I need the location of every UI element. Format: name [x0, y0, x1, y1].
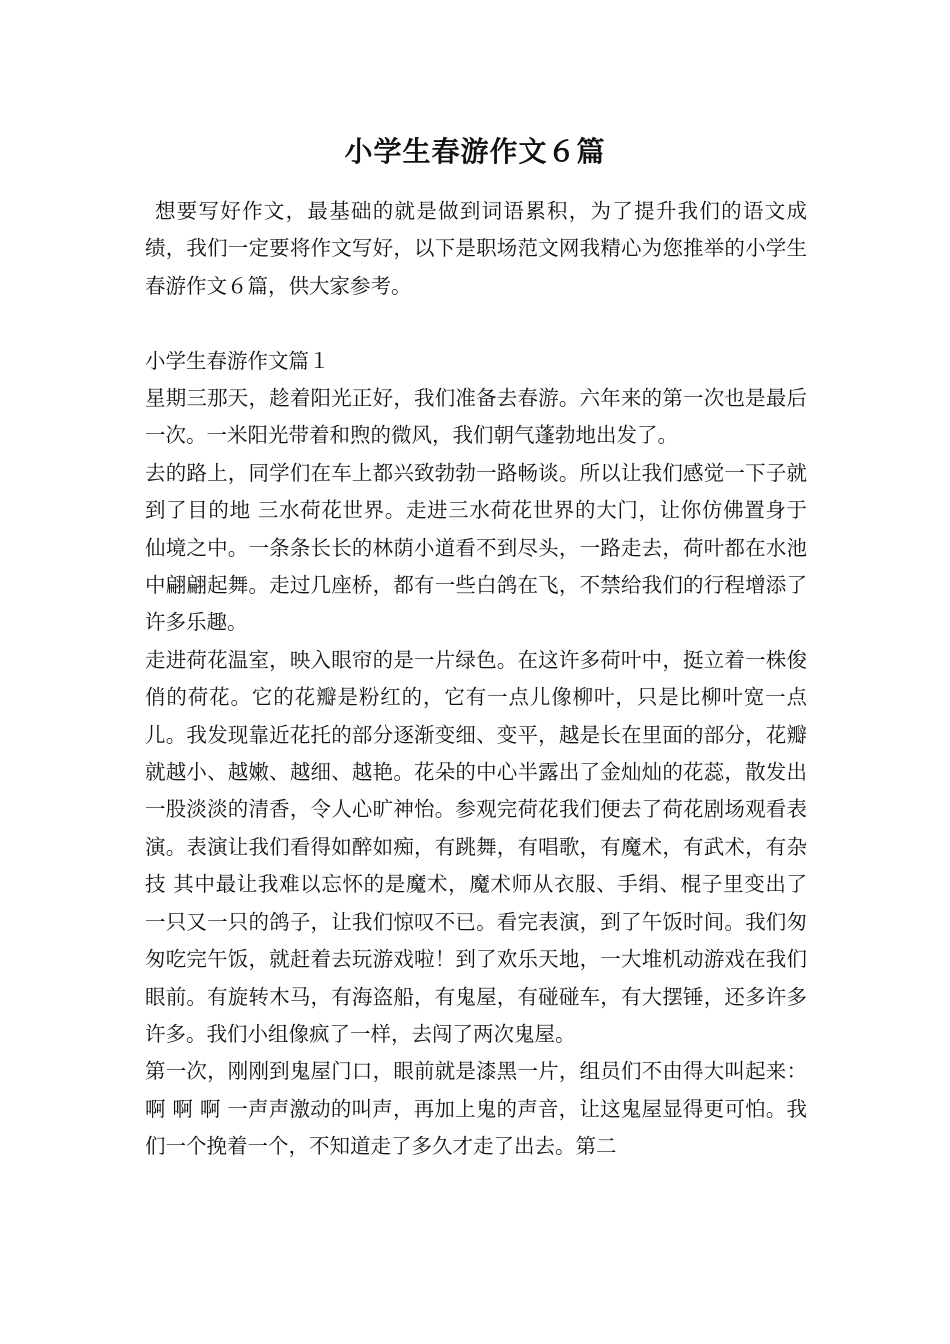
body-paragraph-4: 第一次，刚刚到鬼屋门口，眼前就是漆黑一片，组员们不由得大叫起来：啊 啊 啊 一声声激动的叫声，再加上鬼的声音，让这鬼屋显得更可怕。我们一个挽着一个，不知道走了多久才走了出去。第二 — [145, 1059, 807, 1159]
document-body — [145, 193, 807, 1166]
body-paragraph-1: 星期三那天，趁着阳光正好，我们准备去春游。六年来的第一次也是最后一次。一米阳光带着和煦的微风，我们朝气蓬勃地出发了。 — [145, 386, 807, 448]
intro-paragraph: 想要写好作文，最基础的就是做到词语累积，为了提升我们的语文成绩，我们一定要将作文写好，以下是职场范文网我精心为您推举的小学生春游作文６篇，供大家参考。 — [145, 199, 807, 298]
body-paragraph-2: 去的路上，同学们在车上都兴致勃勃一路畅谈。所以让我们感觉一下子就到了目的地 三水荷花世界。走进三水荷花世界的大门，让你仿佛置身于仙境之中。一条条长长的林荫小道看不到尽头，一路走去，荷叶都在水池中翩翩起舞。走过几座桥，都有一些白鸽在飞，不禁给我们的行程增添了许多乐趣。 — [145, 460, 807, 635]
paragraph-gap — [145, 305, 807, 342]
section-heading: 小学生春游作文篇１ — [145, 348, 330, 373]
document-title: 小学生春游作文６篇 — [344, 135, 606, 168]
body-paragraph-3: 走进荷花温室，映入眼帘的是一片绿色。在这许多荷叶中，挺立着一株俊俏的荷花。它的花瓣是粉红的，它有一点儿像柳叶，只是比柳叶宽一点儿。我发现靠近花托的部分逐渐变细、变平，越是长在里面的部分，花瓣就越小、越嫩、越细、越艳。花朵的中心半露出了金灿灿的花蕊，散发出一股淡淡的清香，令人心旷神怡。参观完荷花我们便去了荷花剧场观看表演。表演让我们看得如醉如痴，有跳舞，有唱歌，有魔术，有武术，有杂技 其中最让我难以忘怀的是魔术，魔术师从衣服、手绢、棍子里变出了一只又一只的鸽子，让我们惊叹不已。看完表演，到了午饭时间。我们匆匆吃完午饭，就赶着去玩游戏啦！到了欢乐天地，一大堆机动游戏在我们眼前。有旋转木马，有海盗船，有鬼屋，有碰碰车，有大摆锤，还多许多许多。我们小组像疯了一样，去闯了两次鬼屋。 — [145, 647, 807, 1046]
